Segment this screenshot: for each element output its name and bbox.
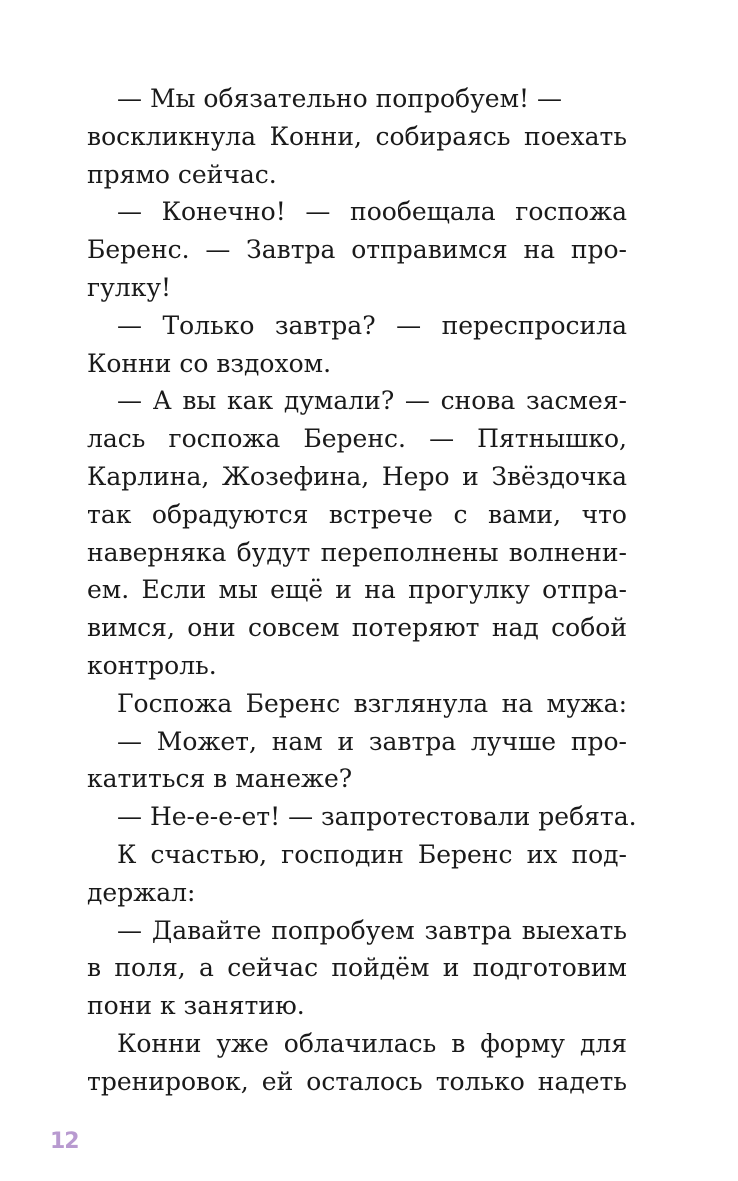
text-line: — Давайте попробуем завтра выехать [117, 915, 627, 945]
text-line: — Конечно! — пообещала госпожа [117, 197, 627, 227]
text-line: прямо сейчас. [87, 159, 277, 189]
text-line: вимся, они совсем потеряют над собой [87, 613, 627, 643]
text-line: держал: [87, 877, 196, 907]
text-line: пони к занятию. [87, 991, 305, 1021]
text-line: в поля, а сейчас пойдём и подготовим [87, 953, 627, 983]
text-line: — Не-е-е-ет! — запротестовали ребята. [117, 802, 637, 832]
text-line: Конни уже облачилась в форму для [117, 1028, 627, 1058]
text-line: тренировок, ей осталось только надеть [87, 1066, 627, 1096]
text-line: Госпожа Беренс взглянула на мужа: [117, 688, 627, 718]
text-line: — А вы как думали? — снова засмея- [117, 386, 627, 416]
text-line: ем. Если мы ещё и на прогулку отпра- [87, 575, 627, 605]
text-line: так обрадуются встрече с вами, что [87, 499, 627, 529]
text-line: Беренс. — Завтра отправимся на про- [87, 235, 627, 265]
text-line: гулку! [87, 272, 172, 302]
text-line: лась госпожа Беренс. — Пятнышко, [87, 424, 627, 454]
text-line: — Может, нам и завтра лучше про- [117, 726, 627, 756]
text-line: — Мы обязательно попробуем! — [117, 84, 563, 113]
page-number: 12 [50, 1129, 79, 1154]
text-line: контроль. [87, 650, 217, 680]
text-line: К счастью, господин Беренс их под- [117, 839, 627, 869]
text-line: Конни со вздохом. [87, 348, 332, 378]
text-line: воскликнула Конни, собираясь поехать [87, 121, 627, 151]
text-line: наверняка будут переполнены волнени- [87, 537, 627, 567]
body-text [87, 80, 637, 1101]
text-line: — Только завтра? — переспросила [117, 310, 627, 340]
text-line: катиться в манеже? [87, 764, 353, 794]
text-line: Карлина, Жозефина, Неро и Звёздочка [87, 461, 627, 491]
